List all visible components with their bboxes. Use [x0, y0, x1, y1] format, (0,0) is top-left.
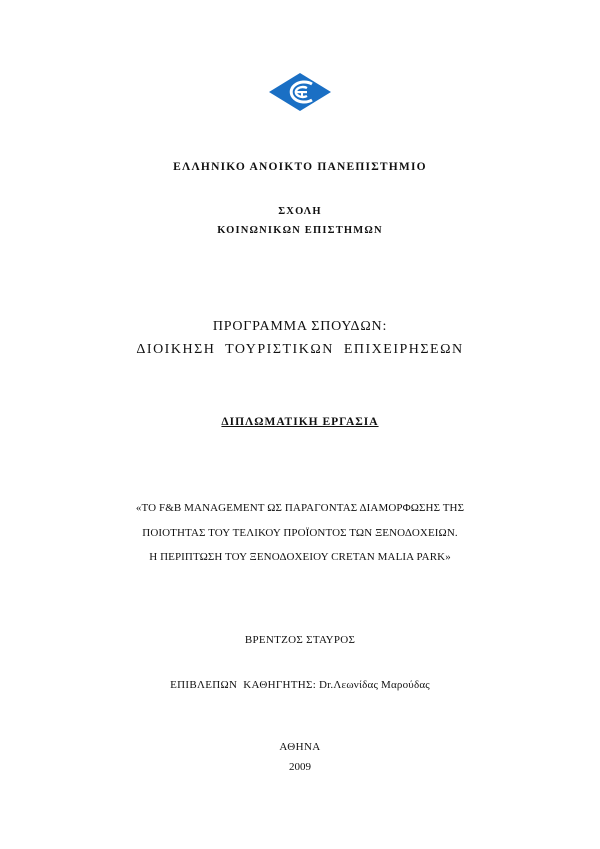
year: 2009 [289, 761, 311, 773]
thesis-title-line-3: Η ΠΕΡΙΠΤΩΣΗ ΤΟΥ ΞΕΝΟΔΟΧΕΙΟΥ CRETAN MALIA PARK» [149, 551, 451, 563]
author-name: ΒΡΕΝΤΖΟΣ ΣΤΑΥΡΟΣ [244, 634, 356, 646]
university-name: ΕΛΛΗΝΙΚΟ ΑΝΟΙΚΤΟ ΠΑΝΕΠΙΣΤΗΜΙΟ [173, 161, 427, 173]
school-label: ΣΧΟΛΗ [278, 206, 322, 217]
program-name: ΔΙΟΙΚΗΣΗ ΤΟΥΡΙΣΤΙΚΩΝ ΕΠΙΧΕΙΡΗΣΕΩΝ [136, 342, 464, 357]
supervisor-line [0, 679, 600, 691]
university-logo-icon [268, 72, 332, 112]
thesis-title-line-2: ΠΟΙΟΤΗΤΑΣ ΤΟΥ ΤΕΛΙΚΟΥ ΠΡΟΪΟΝΤΟΣ ΤΩΝ ΞΕΝΟΔΟΧΕΙΩΝ. [142, 527, 458, 539]
supervisor-name: Dr.Λεωνίδας Μαρούδας [319, 679, 430, 691]
program-label: ΠΡΟΓΡΑΜΜΑ ΣΠΟΥΔΩΝ: [212, 319, 388, 334]
supervisor-label: ΕΠΙΒΛΕΠΩΝ ΚΑΘΗΓΗΤΗΣ: [170, 679, 317, 691]
city: ΑΘΗΝΑ [279, 741, 321, 753]
school-name: ΚΟΙΝΩΝΙΚΩΝ ΕΠΙΣΤΗΜΩΝ [217, 225, 383, 236]
thesis-heading: ΔΙΠΛΩΜΑΤΙΚΗ ΕΡΓΑΣΙΑ [221, 416, 379, 428]
thesis-title-line-1: «ΤΟ F&B MANAGEMENT ΩΣ ΠΑΡΑΓΟΝΤΑΣ ΔΙΑΜΟΡΦΩΣΗΣ ΤΗΣ [135, 502, 465, 514]
